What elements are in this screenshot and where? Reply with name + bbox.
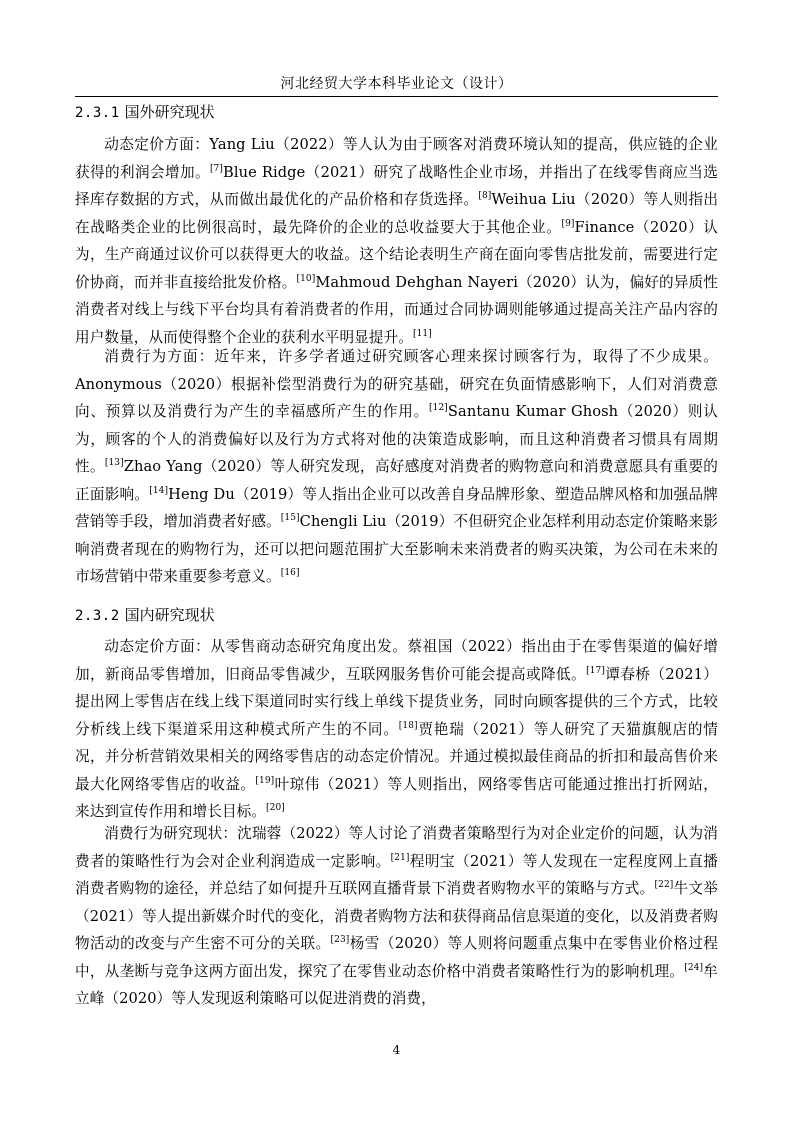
citation-marker: [20] [266, 803, 285, 814]
paragraph-text: Weihua Liu（2020）等人则指出在战略类企业的比例很高时，最先降价的企业的总收益要大于其他企业。 [75, 191, 719, 236]
citation-marker: [23] [330, 935, 350, 946]
paragraph-foreign-dynamic-pricing [75, 131, 718, 351]
citation-marker: [22] [654, 880, 674, 891]
citation-marker: [24] [684, 962, 704, 973]
section-number: 2.3.1 [75, 105, 120, 121]
citation-marker: [17] [586, 665, 605, 676]
paragraph-text: 贾艳瑞（2021）等人研究了天猫旗舰店的情况，并分析营销效果相关的网络零售店的动态定价情况。并通过模拟最佳商品的折扣和最高售价来最大化网络零售店的收益。 [75, 720, 718, 793]
citation-marker: [7] [209, 163, 223, 174]
paragraph-text: Mahmoud Dehghan Nayeri（2020）认为，偏好的异质性消费者对线上与线下平台均具有着消费者的作用，而通过合同协调则能够通过提高关注产品内容的用户数量，从而使得整个企业的获利水平明显提升。 [75, 273, 718, 346]
citation-marker: [15] [280, 513, 300, 524]
paragraph-text: 叶琼伟（2021）等人则指出，网络零售店可能通过推出打折网站，来达到宣传作用和增长目标。 [75, 775, 718, 820]
paragraph-text: 动态定价方面：Yang Liu（2022）等人认为由于顾客对消费环境认知的提高，供应链的企业获得的利润会增加。 [75, 136, 718, 181]
paragraph-text: Santanu Kumar Ghosh（2020）则认为，顾客的个人的消费偏好以及行为方式将对他的决策造成影响，而且这种消费者习惯具有周期性。 [75, 403, 718, 475]
citation-marker: [12] [429, 403, 448, 414]
page-number: 4 [392, 1043, 401, 1057]
header-rule [75, 96, 718, 97]
paragraph-foreign-consumer-behavior [75, 343, 718, 591]
citation-marker: [8] [478, 191, 492, 202]
paragraph-text: Heng Du（2019）等人指出企业可以改善自身品牌形象、塑造品牌风格和加强品牌营销等手段，增加消费者好感。 [75, 485, 718, 530]
paragraph-text: Zhao Yang（2020）等人研究发现，高好感度对消费者的购物意向和消费意愿具有重要的正面影响。 [75, 458, 718, 503]
paragraph-domestic-dynamic-pricing [75, 633, 718, 826]
citation-marker: [10] [296, 273, 316, 284]
citation-marker: [19] [255, 775, 275, 786]
paragraph-text: 程明宝（2021）等人发现在一定程度网上直播消费者购物的途径，并总结了如何提升互联网直播背景下消费者购物水平的策略与方式。 [75, 852, 718, 897]
paragraph-text: Blue Ridge（2021）研究了战略性企业市场，并指出了在线零售商应当选择库存数据的方式，从而做出最优化的产品价格和存货选择。 [75, 163, 718, 208]
paragraph-text: 动态定价方面：从零售商动态研究角度出发。蔡祖国（2022）指出由于在零售渠道的偏好增加，新商品零售增加，旧商品零售减少，互联网服务售价可能会提高或降低。 [75, 638, 718, 683]
paragraph-text: 消费行为方面：近年来，许多学者通过研究顾客心理来探讨顾客行为，取得了不少成果。Anonymous（2020）根据补偿型消费行为的研究基础，研究在负面情感影响下，人们对消费意向、预算以及消费行为产生的幸福感所产生的作用。 [75, 348, 718, 420]
paragraph-text: 谭春桥（2021）提出网上零售店在线上线下渠道同时实行线上单线下提货业务，同时向顾客提供的三个方式，比较分析线上线下渠道采用这种模式所产生的不同。 [75, 665, 719, 738]
citation-marker: [13] [104, 458, 124, 469]
paragraph-text: Chengli Liu（2019）不但研究企业怎样利用动态定价策略来影响消费者现在的购物行为，还可以把问题范围扩大至影响未来消费者的购买决策，为公司在未来的市场营销中带来重要参考意义。 [75, 513, 718, 585]
section-title: 国内研究现状 [124, 606, 215, 624]
section-heading-2-3-1 [75, 101, 215, 124]
section-title: 国外研究现状 [124, 103, 215, 121]
paragraph-text: 牛文举（2021）等人提出新媒介时代的变化，消费者购物方法和获得商品信息渠道的变化，以及消费者购物活动的改变与产生密不可分的关联。 [75, 880, 718, 952]
running-header: 河北经贸大学本科毕业论文（设计） [280, 76, 513, 92]
paragraph-text: 消费行为研究现状：沈瑞蓉（2022）等人讨论了消费者策略型行为对企业定价的问题，认为消费者的策略性行为会对企业利润造成一定影响。 [75, 825, 718, 870]
citation-marker: [11] [412, 328, 432, 339]
section-number: 2.3.2 [75, 608, 120, 624]
paragraph-domestic-consumer-behavior [75, 820, 718, 1013]
citation-marker: [16] [280, 568, 300, 579]
paragraph-text: Finance（2020）认为，生产商通过议价可以获得更大的收益。这个结论表明生产商在面向零售店批发前，需要进行定价协商，而并非直接给批发价格。 [75, 218, 718, 291]
citation-marker: [18] [398, 720, 418, 731]
citation-marker: [9] [561, 218, 575, 229]
citation-marker: [14] [149, 485, 169, 496]
section-heading-2-3-2 [75, 604, 215, 627]
paragraph-text: 杨雪（2020）等人则将问题重点集中在零售业价格过程中，从垄断与竞争这两方面出发，探究了在零售业动态价格中消费者策略性行为的影响机理。 [75, 935, 718, 980]
citation-marker: [21] [390, 852, 410, 863]
paragraph-text: 牟立峰（2020）等人发现返利策略可以促进消费的消费， [75, 962, 718, 1007]
